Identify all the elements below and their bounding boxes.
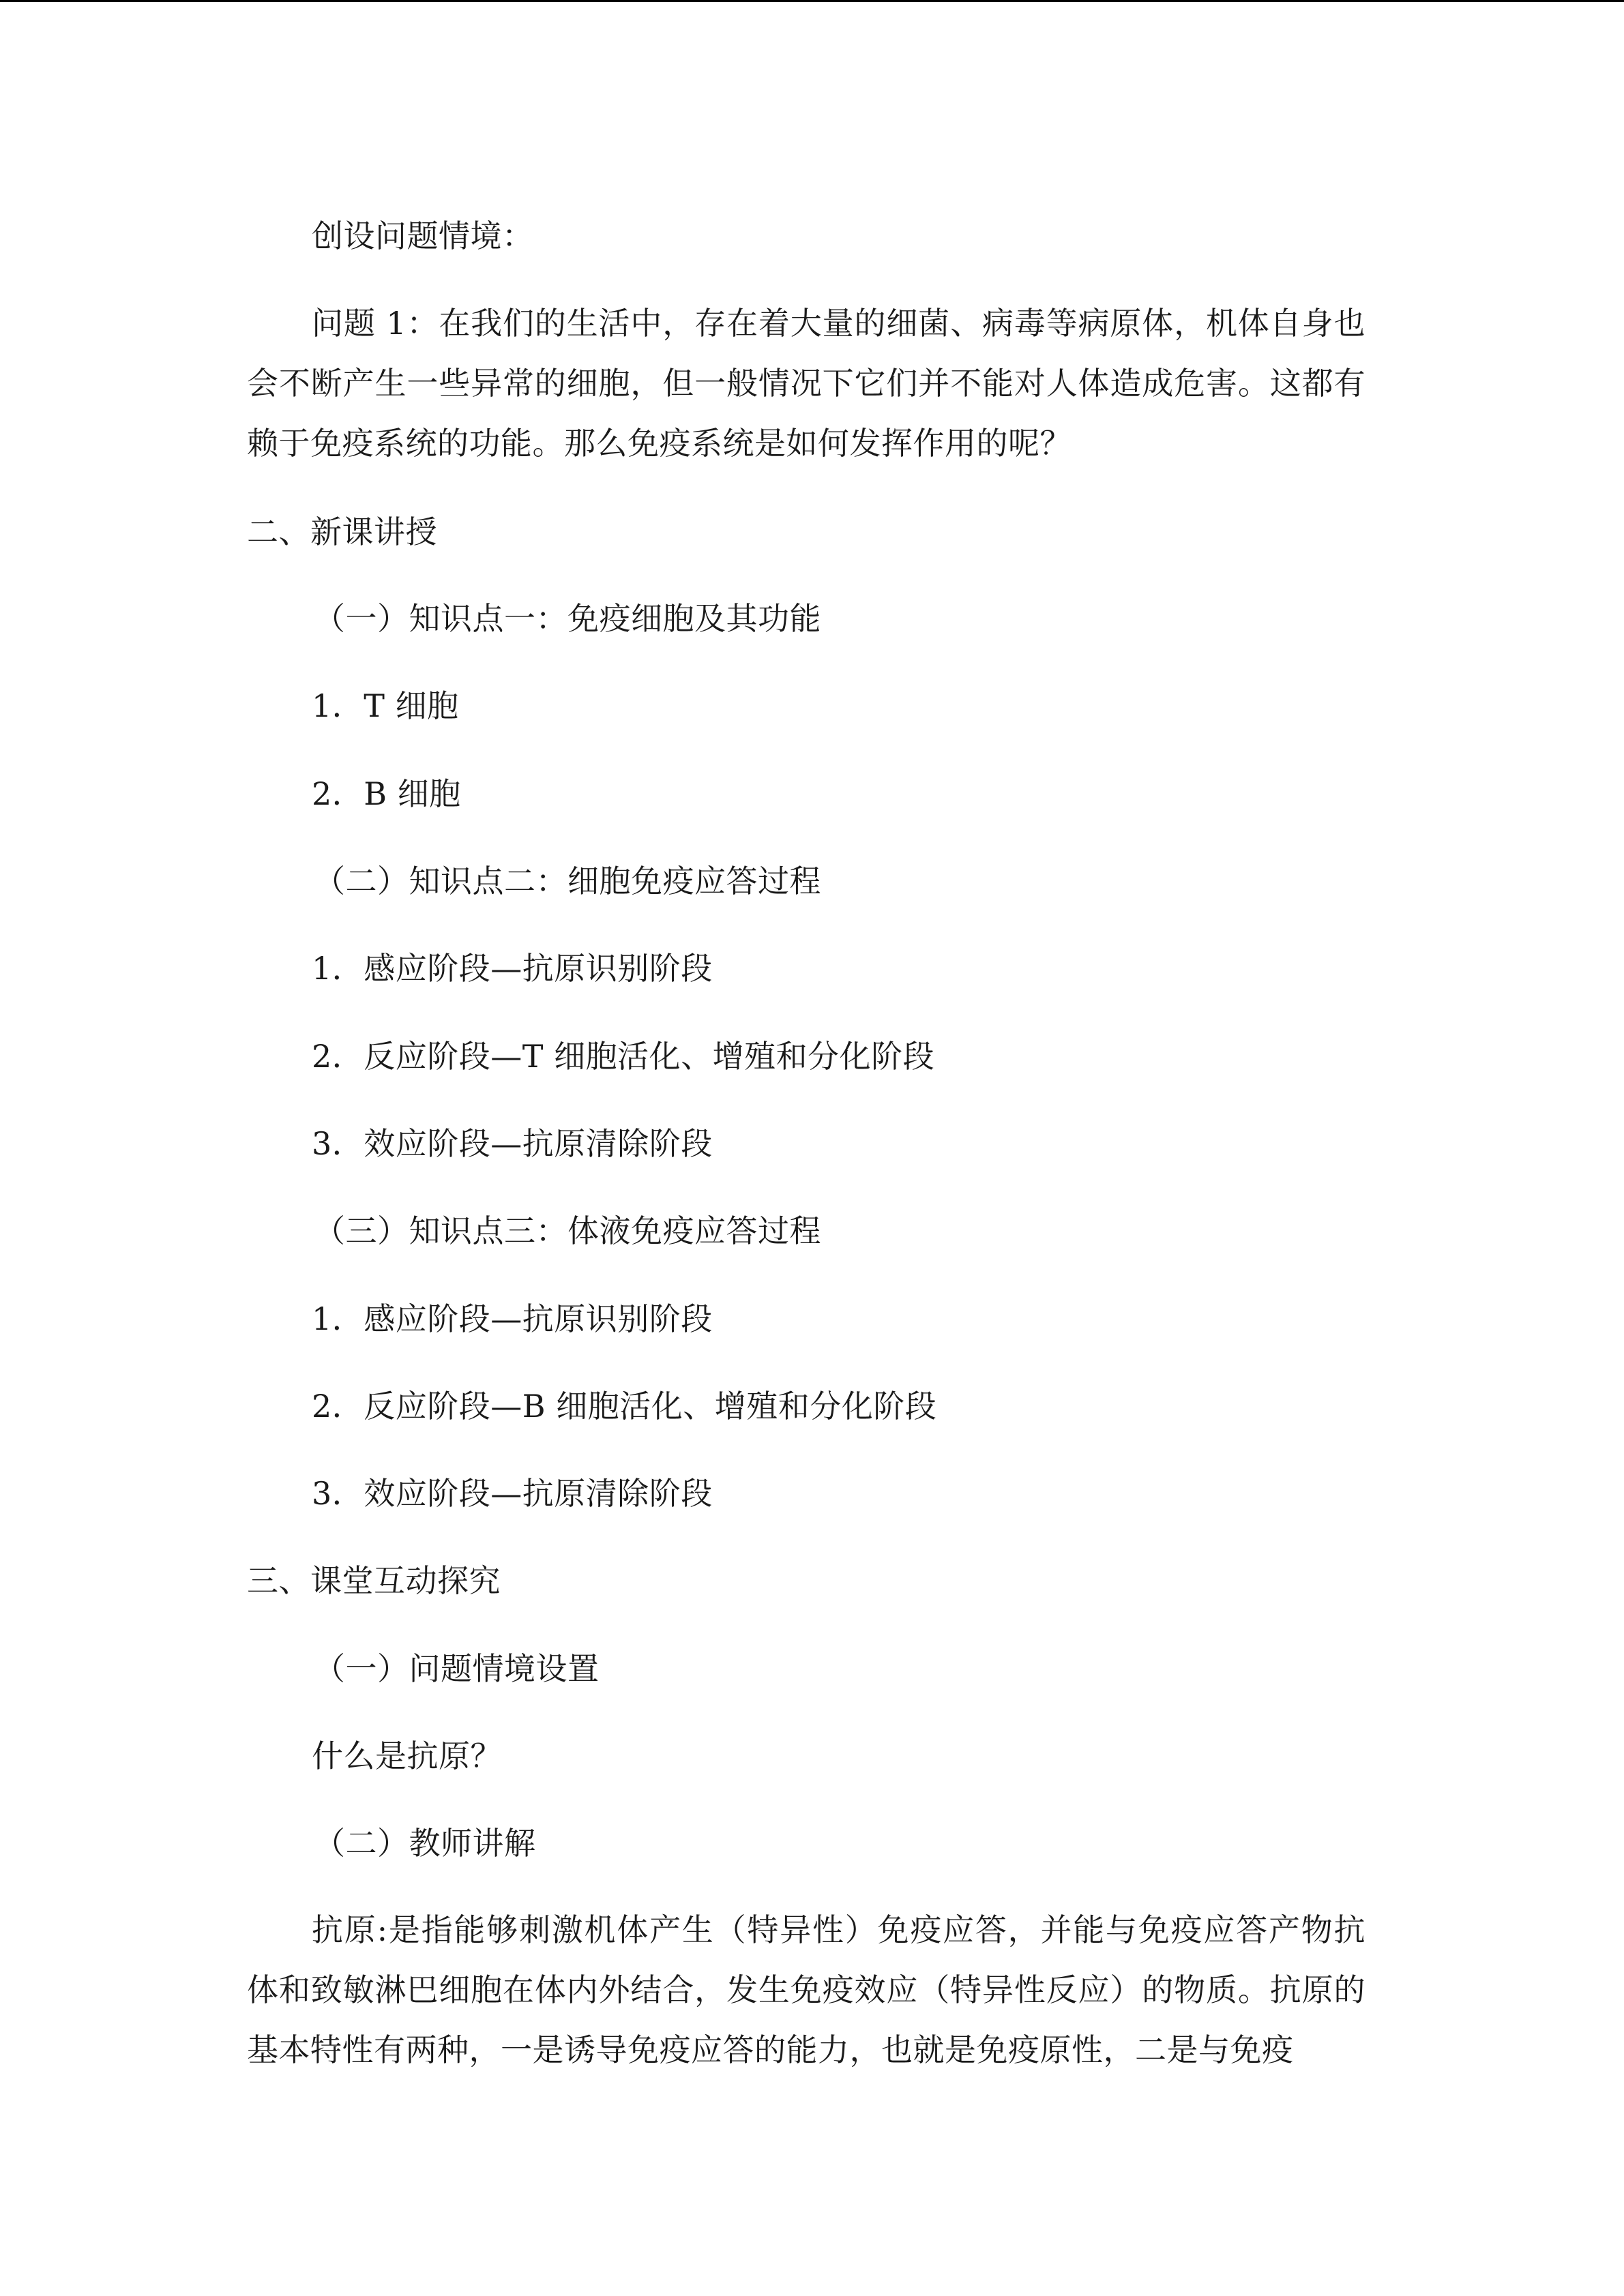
kp3-list-item-1: 1．感应阶段—抗原识别阶段 [312,1300,713,1337]
situation-title: 创设问题情境： [312,218,534,254]
kp2-list-item-3: 3．效应阶段—抗原清除阶段 [312,1125,713,1162]
situation-setup-heading: （一）问题情境设置 [314,1650,600,1687]
section-heading-interactive: 三、课堂互动探究 [247,1562,501,1599]
kp3-list-item-2: 2．反应阶段—B 细胞活化、增殖和分化阶段 [312,1388,937,1425]
kp3-list-item-3: 3．效应阶段—抗原清除阶段 [312,1475,713,1512]
knowledge-point-1-heading: （一）知识点一：免疫细胞及其功能 [314,600,821,637]
knowledge-point-2-heading: （二）知识点二：细胞免疫应答过程 [314,863,821,899]
kp2-list-item-2: 2．反应阶段—T 细胞活化、增殖和分化阶段 [312,1038,935,1075]
kp1-list-item-2: 2．B 细胞 [312,775,461,812]
section-heading-new-lesson: 二、新课讲授 [247,513,437,550]
antigen-question: 什么是抗原？ [312,1738,502,1774]
kp1-list-item-1: 1．T 细胞 [312,687,459,724]
kp2-list-item-1: 1．感应阶段—抗原识别阶段 [312,950,713,987]
knowledge-point-3-heading: （三）知识点三：体液免疫应答过程 [314,1212,821,1249]
teacher-explanation-heading: （二）教师讲解 [314,1825,536,1862]
question-1-paragraph: 问题 1：在我们的生活中，存在着大量的细菌、病毒等病原体，机体自身也会不断产生一些异常的细胞，但一般情况下它们并不能对人体造成危害。这都有赖于免疫系统的功能。那么免疫系统是如何发挥作用的呢？ [247,305,1365,462]
antigen-definition-paragraph: 抗原:是指能够刺激机体产生（特异性）免疫应答，并能与免疫应答产物抗体和致敏淋巴细胞在体内外结合，发生免疫效应（特异性反应）的物质。抗原的基本特性有两种，一是诱导免疫应答的能力，也就是免疫原性，二是与免疫 [247,1911,1365,2068]
